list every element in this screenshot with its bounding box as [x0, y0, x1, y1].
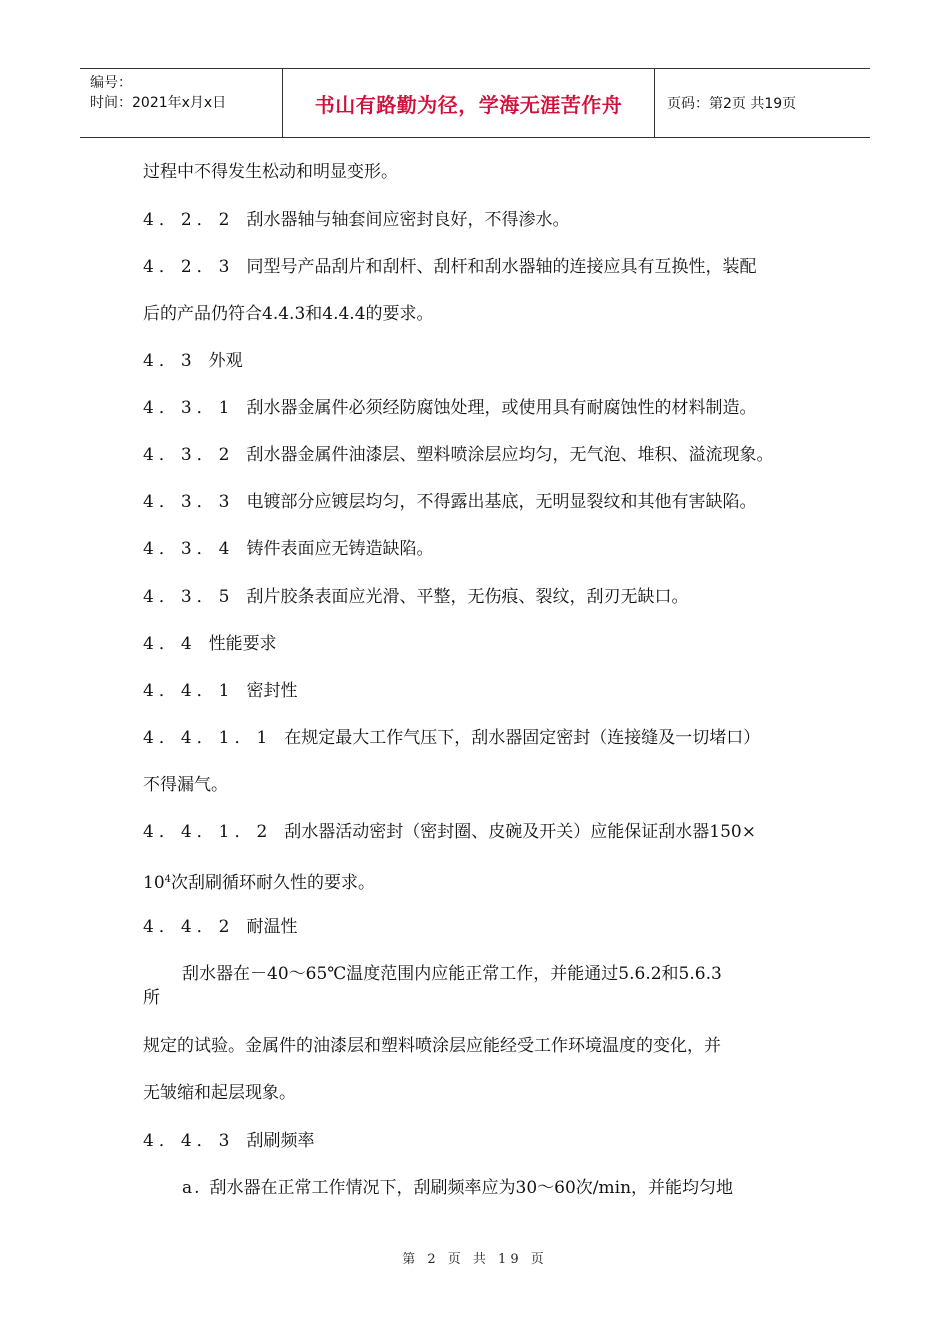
clause-4-4-2: 4．4．2 耐温性	[143, 917, 298, 937]
clause-4-3-2: 4．3．2 刮水器金属件油漆层、塑料喷涂层应均匀，无气泡、堆积、溢流现象。	[143, 445, 774, 465]
body-line: 不得漏气。	[143, 775, 228, 795]
clause-number: 4．4．1．1	[143, 728, 273, 748]
section-4-3: 4．3 外观	[143, 351, 243, 371]
time-label: 时间：2021年x月x日	[90, 95, 227, 111]
clause-number: 4．3．4	[143, 539, 235, 559]
section-4-4: 4．4 性能要求	[143, 634, 277, 654]
clause-number: 4．3．2	[143, 445, 235, 465]
clause-number: 4．2．2	[143, 210, 235, 230]
body-line: 无皱缩和起层现象。	[143, 1083, 296, 1103]
body-line: 规定的试验。金属件的油漆层和塑料喷涂层应能经受工作环境温度的变化，并	[143, 1036, 721, 1056]
code-label: 编号：	[90, 75, 132, 91]
clause-number: 4．3．1	[143, 398, 235, 418]
list-marker: a.	[182, 1178, 202, 1198]
clause-4-4-3: 4．4．3 刮刷频率	[143, 1131, 315, 1151]
clause-4-2-3: 4．2．3 同型号产品刮片和刮杆、刮杆和刮水器轴的连接应具有互换性，装配	[143, 257, 757, 277]
clause-4-3-4: 4．3．4 铸件表面应无铸造缺陷。	[143, 539, 434, 559]
page-footer	[0, 1248, 950, 1267]
list-item-a: a. 刮水器在正常工作情况下，刮刷频率应为30～60次/min，并能均匀地	[182, 1178, 734, 1198]
clause-4-4-1-2: 4．4．1．2 刮水器活动密封（密封圈、皮碗及开关）应能保证刮水器150×	[143, 822, 756, 842]
clause-number: 4．3．3	[143, 492, 235, 512]
body-line: 过程中不得发生松动和明显变形。	[143, 162, 398, 182]
body-line: 所	[143, 988, 160, 1008]
clause-4-3-3: 4．3．3 电镀部分应镀层均匀，不得露出基底，无明显裂纹和其他有害缺陷。	[143, 492, 757, 512]
clause-number: 4．3	[143, 351, 197, 371]
clause-4-4-1: 4．4．1 密封性	[143, 681, 298, 701]
clause-number: 4．4．1．2	[143, 822, 273, 842]
clause-number: 4．3．5	[143, 587, 235, 607]
footer-page-number: 第 2 页 共 19 页	[402, 1252, 548, 1267]
clause-4-2-2: 4．2．2 刮水器轴与轴套间应密封良好，不得渗水。	[143, 210, 570, 230]
exponent: 4	[164, 874, 172, 885]
clause-number: 4．4	[143, 634, 197, 654]
body-line: $10^4$次刮刷循环耐久性的要求。	[143, 873, 376, 893]
body-line: 刮水器在－40～65℃温度范围内应能正常工作，并能通过5.6.2和5.6.3	[182, 964, 722, 984]
clause-number: 4．4．1	[143, 681, 235, 701]
body-line: 后的产品仍符合4.4.3和4.4.4的要求。	[143, 304, 434, 324]
clause-4-3-1: 4．3．1 刮水器金属件必须经防腐蚀处理，或使用具有耐腐蚀性的材料制造。	[143, 398, 757, 418]
clause-number: 4．2．3	[143, 257, 235, 277]
clause-4-4-1-1: 4．4．1．1 在规定最大工作气压下，刮水器固定密封（连接缝及一切堵口）	[143, 728, 761, 748]
clause-number: 4．4．2	[143, 917, 235, 937]
clause-4-3-5: 4．3．5 刮片胶条表面应光滑、平整，无伤痕、裂纹，刮刃无缺口。	[143, 587, 689, 607]
clause-number: 4．4．3	[143, 1131, 235, 1151]
motto-text: 书山有路勤为径，学海无涯苦作舟	[314, 92, 623, 117]
header-page-info: 页码：第2页 共19页	[667, 96, 797, 112]
